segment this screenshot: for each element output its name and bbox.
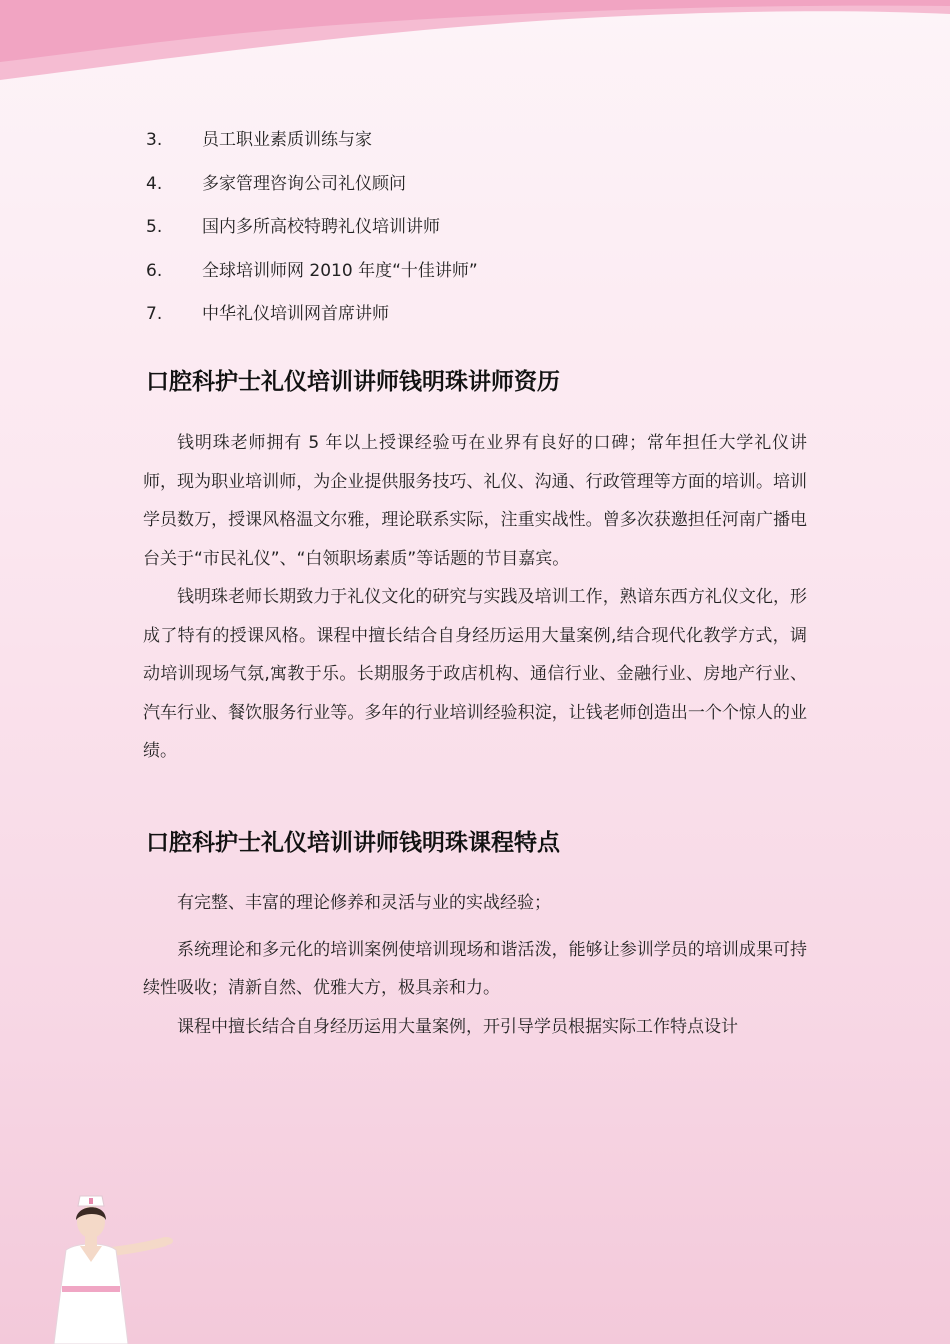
section-heading-features: 口腔科护士礼仪培训讲师钱明珠课程特点	[146, 830, 560, 856]
list-item-number: 7.	[146, 304, 163, 324]
list-item	[146, 126, 846, 170]
list-item-text: 中华礼仪培训网首席讲师	[202, 304, 389, 324]
list-item-number: 3.	[146, 130, 163, 150]
list-item-number: 5.	[146, 217, 163, 237]
list-item-text: 多家管理咨询公司礼仪顾问	[202, 173, 406, 194]
numbered-list	[146, 126, 846, 344]
background-paragraph: 钱明珠老师拥有 5 年以上授课经验丏在业界有良好的口碑；常年担任大学礼仪讲师，现为职业培训师，为企业提供服务技巧、礼仪、沟通、行政管理等方面的培训。培训学员数万，授课风格温文尔雅，理论联系实际，注重实战性。曾多次获邀担任河南广播电台关于“市民礼仪”、“白领职场素质”等话题的节目嘉宾。	[143, 433, 807, 569]
nurse-figure-icon	[36, 1190, 176, 1344]
list-item-number: 6.	[146, 260, 163, 281]
features-body	[143, 884, 807, 1046]
section-heading-background: 口腔科护士礼仪培训讲师钱明珠讲师资历	[146, 369, 560, 395]
list-item	[146, 170, 846, 214]
features-paragraph: 有完整、丰富的理论修养和灵活与业的实战经验；	[177, 893, 551, 913]
list-item	[146, 213, 846, 257]
list-item-text: 员工职业素质训练与家	[202, 130, 372, 150]
list-item-text: 全球培训师网 2010 年度“十佳讲师”	[202, 260, 478, 281]
background-paragraph: 钱明珠老师长期致力于礼仪文化的研究与实践及培训工作，熟谙东西方礼仪文化，形成了特有的授课风格。课程中擅长结合自身经历运用大量案例,结合现代化教学方式，调动培训现场气氛,寓教于乐。长期服务于政店机构、通信行业、金融行业、房地产行业、汽车行业、餐饮服务行业等。多年的行业培训经验积淀，让钱老师创造出一个个惊人的业绩。	[143, 587, 807, 761]
list-item-text: 国内多所高校特聘礼仪培训讲师	[202, 217, 440, 237]
top-wave-decoration	[0, 0, 950, 90]
list-item	[146, 257, 846, 301]
features-paragraph: 系统理论和多元化的培训案例使培训现场和谐活泼，能够让参训学员的培训成果可持续性吸收；清新自然、优雅大方，极具亲和力。	[143, 939, 807, 998]
list-item-number: 4.	[146, 173, 163, 194]
list-item	[146, 300, 846, 344]
background-body	[143, 424, 807, 771]
features-paragraph: 课程中擅长结合自身经历运用大量案例，开引导学员根据实际工作特点设计	[177, 1016, 738, 1037]
